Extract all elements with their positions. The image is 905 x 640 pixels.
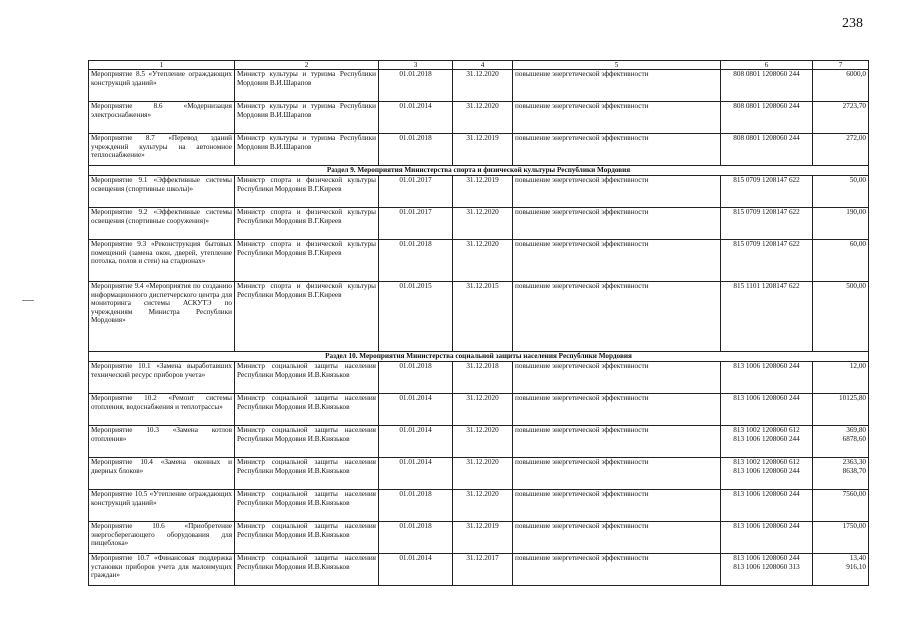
executor-cell: Министр социальной защиты населения Республики Мордовия И.В.Князьков (235, 522, 379, 554)
start-date-cell: 01.01.2014 (379, 394, 453, 426)
budget-code: 813 1006 1208060 244 (733, 554, 800, 563)
amount-value: 50,00 (849, 176, 866, 185)
activity-cell: Мероприятие 10.1 «Замена выработавших технический ресурс приборов учета» (89, 362, 235, 394)
amount-value: 7560,00 (842, 490, 866, 499)
executor-cell: Министр социальной защиты населения Республики Мордовия И.В.Князьков (235, 490, 379, 522)
amount-cell (813, 240, 869, 282)
result-cell: повышение энергетической эффективности (513, 522, 721, 554)
budget-code-cell (721, 490, 813, 522)
executor-cell: Министр культуры и туризма Республики Мордовия В.И.Шарапов (235, 70, 379, 102)
start-date-cell: 01.01.2018 (379, 490, 453, 522)
activity-cell: Мероприятие 10.6 «Приобретение энергосберегающего оборудования для пищеблока» (89, 522, 235, 554)
amount-value: 272,00 (846, 134, 866, 143)
budget-code: 815 0709 1208147 622 (733, 240, 800, 249)
table-row (89, 362, 869, 394)
budget-code-cell (721, 362, 813, 394)
amount-value: 500,00 (846, 282, 866, 291)
budget-code-cell (721, 176, 813, 208)
amount-cell (813, 102, 869, 134)
section-title: Раздел 10. Мероприятия Министерства социальной защиты населения Республики Мордовия (89, 352, 869, 362)
end-date-cell: 31.12.2015 (453, 282, 513, 352)
budget-code-cell (721, 394, 813, 426)
table-row (89, 70, 869, 102)
amount-value: 6000,0 (846, 70, 866, 79)
activity-cell: Мероприятие 9.2 «Эффективные системы освещения (спортивные сооружения)» (89, 208, 235, 240)
activity-cell: Мероприятие 9.1 «Эффективные системы освещения (спортивные школы)» (89, 176, 235, 208)
amount-value: 6878,60 (842, 434, 866, 443)
amount-value: 10125,80 (839, 394, 866, 403)
end-date-cell: 31.12.2018 (453, 362, 513, 394)
budget-code-cell (721, 240, 813, 282)
activity-cell: Мероприятие 8.7 «Перевод зданий учреждений культуры на автономное теплоснабжение» (89, 134, 235, 166)
end-date-cell: 31.12.2020 (453, 208, 513, 240)
executor-cell: Министр социальной защиты населения Республики Мордовия И.В.Князьков (235, 362, 379, 394)
budget-code: 813 1006 1208060 313 (733, 562, 800, 571)
amount-cell (813, 522, 869, 554)
amount-value: 60,00 (849, 240, 866, 249)
table-row (89, 554, 869, 586)
column-number: 5 (513, 61, 721, 70)
column-number: 2 (235, 61, 379, 70)
budget-code: 808 0801 1208060 244 (733, 134, 800, 143)
table-row (89, 102, 869, 134)
executor-cell: Министр спорта и физической культуры Республики Мордовия В.Г.Киреев (235, 240, 379, 282)
budget-code: 815 0709 1208147 622 (733, 208, 800, 217)
budget-code: 813 1002 1208060 612 (733, 426, 800, 435)
table-row (89, 490, 869, 522)
end-date-cell: 31.12.2020 (453, 102, 513, 134)
activity-cell: Мероприятие 10.2 «Ремонт системы отопления, водоснабжения и теплотрассы» (89, 394, 235, 426)
executor-cell: Министр культуры и туризма Республики Мордовия В.И.Шарапов (235, 102, 379, 134)
end-date-cell: 31.12.2020 (453, 240, 513, 282)
budget-code: 813 1002 1208060 612 (733, 458, 800, 467)
budget-code: 813 1006 1208060 244 (733, 522, 800, 531)
amount-cell (813, 458, 869, 490)
end-date-cell: 31.12.2020 (453, 458, 513, 490)
start-date-cell: 01.01.2018 (379, 240, 453, 282)
budget-code: 815 0709 1208147 622 (733, 176, 800, 185)
end-date-cell: 31.12.2020 (453, 394, 513, 426)
amount-cell (813, 554, 869, 586)
budget-code-cell (721, 70, 813, 102)
start-date-cell: 01.01.2018 (379, 70, 453, 102)
amount-value: 369,80 (846, 426, 866, 435)
start-date-cell: 01.01.2018 (379, 362, 453, 394)
table-row (89, 522, 869, 554)
column-number-row (89, 61, 869, 70)
amount-cell (813, 282, 869, 352)
table-row (89, 134, 869, 166)
budget-code: 813 1006 1208060 244 (733, 466, 800, 475)
result-cell: повышение энергетической эффективности (513, 490, 721, 522)
amount-value: 2363,30 (842, 458, 866, 467)
end-date-cell: 31.12.2019 (453, 134, 513, 166)
end-date-cell: 31.12.2020 (453, 426, 513, 458)
budget-code-cell (721, 134, 813, 166)
result-cell: повышение энергетической эффективности (513, 458, 721, 490)
start-date-cell: 01.01.2014 (379, 554, 453, 586)
executor-cell: Министр социальной защиты населения Республики Мордовия И.В.Князьков (235, 394, 379, 426)
result-cell: повышение энергетической эффективности (513, 134, 721, 166)
budget-code: 815 1101 1208147 622 (733, 282, 800, 291)
end-date-cell: 31.12.2020 (453, 70, 513, 102)
amount-cell (813, 490, 869, 522)
executor-cell: Министр социальной защиты населения Республики Мордовия И.В.Князьков (235, 426, 379, 458)
result-cell: повышение энергетической эффективности (513, 176, 721, 208)
table-row (89, 282, 869, 352)
executor-cell: Министр социальной защиты населения Республики Мордовия И.В.Князьков (235, 554, 379, 586)
budget-code: 813 1006 1208060 244 (733, 434, 800, 443)
activity-cell: Мероприятие 10.4 «Замена оконных и дверных блоков» (89, 458, 235, 490)
result-cell: повышение энергетической эффективности (513, 102, 721, 134)
budget-code-cell (721, 208, 813, 240)
end-date-cell: 31.12.2017 (453, 554, 513, 586)
result-cell: повышение энергетической эффективности (513, 362, 721, 394)
amount-value: 8638,70 (842, 466, 866, 475)
section-header-row (89, 166, 869, 176)
result-cell: повышение энергетической эффективности (513, 554, 721, 586)
table-row (89, 240, 869, 282)
start-date-cell: 01.01.2015 (379, 282, 453, 352)
activity-cell: Мероприятие 9.4 «Мероприятия по созданию информационного диспетчерского центра для мониторинга системы АСКУТЭ по учреждениям Министра Республики Мордовия» (89, 282, 235, 352)
margin-mark (22, 300, 34, 301)
start-date-cell: 01.01.2014 (379, 426, 453, 458)
table-row (89, 426, 869, 458)
end-date-cell: 31.12.2019 (453, 176, 513, 208)
column-number: 3 (379, 61, 453, 70)
budget-code-cell (721, 522, 813, 554)
result-cell: повышение энергетической эффективности (513, 426, 721, 458)
budget-code-cell (721, 458, 813, 490)
budget-code-cell (721, 554, 813, 586)
budget-code-cell (721, 282, 813, 352)
column-number: 1 (89, 61, 235, 70)
table-row (89, 458, 869, 490)
budget-code: 813 1006 1208060 244 (733, 362, 800, 371)
executor-cell: Министр культуры и туризма Республики Мордовия В.И.Шарапов (235, 134, 379, 166)
section-header-row (89, 352, 869, 362)
amount-cell (813, 426, 869, 458)
start-date-cell: 01.01.2017 (379, 208, 453, 240)
activity-cell: Мероприятие 10.5 «Утепление ограждающих конструкций зданий» (89, 490, 235, 522)
start-date-cell: 01.01.2014 (379, 102, 453, 134)
budget-code: 808 0801 1208060 244 (733, 70, 800, 79)
measures-table (88, 60, 869, 586)
budget-code-cell (721, 102, 813, 134)
column-number: 4 (453, 61, 513, 70)
executor-cell: Министр спорта и физической культуры Республики Мордовия В.Г.Киреев (235, 208, 379, 240)
budget-code: 808 0801 1208060 244 (733, 102, 800, 111)
start-date-cell: 01.01.2018 (379, 134, 453, 166)
amount-value: 1750,00 (842, 522, 866, 531)
amount-cell (813, 134, 869, 166)
start-date-cell: 01.01.2017 (379, 176, 453, 208)
amount-cell (813, 394, 869, 426)
result-cell: повышение энергетической эффективности (513, 394, 721, 426)
page-number: 238 (842, 16, 863, 31)
activity-cell: Мероприятие 8.5 «Утепление ограждающих конструкций зданий» (89, 70, 235, 102)
column-number: 6 (721, 61, 813, 70)
activity-cell: Мероприятие 10.7 «Финансовая поддержка установки приборов учета для малоимущих граждан» (89, 554, 235, 586)
amount-value: 12,00 (849, 362, 866, 371)
budget-code-cell (721, 426, 813, 458)
table-row (89, 394, 869, 426)
column-number: 7 (813, 61, 869, 70)
section-title: Раздел 9. Мероприятия Министерства спорта и физической культуры Республики Мордовия (89, 166, 869, 176)
amount-value: 916,10 (846, 562, 866, 571)
budget-code: 813 1006 1208060 244 (733, 394, 800, 403)
start-date-cell: 01.01.2014 (379, 458, 453, 490)
amount-cell (813, 70, 869, 102)
result-cell: повышение энергетической эффективности (513, 70, 721, 102)
activity-cell: Мероприятие 10.3 «Замена котлов отопления» (89, 426, 235, 458)
table-row (89, 176, 869, 208)
table-row (89, 208, 869, 240)
start-date-cell: 01.01.2018 (379, 522, 453, 554)
result-cell: повышение энергетической эффективности (513, 282, 721, 352)
executor-cell: Министр социальной защиты населения Республики Мордовия И.В.Князьков (235, 458, 379, 490)
result-cell: повышение энергетической эффективности (513, 240, 721, 282)
amount-value: 2723,70 (842, 102, 866, 111)
activity-cell: Мероприятие 8.6 «Модернизация электроснабжения» (89, 102, 235, 134)
amount-cell (813, 362, 869, 394)
amount-cell (813, 208, 869, 240)
budget-code: 813 1006 1208060 244 (733, 490, 800, 499)
amount-value: 190,00 (846, 208, 866, 217)
result-cell: повышение энергетической эффективности (513, 208, 721, 240)
end-date-cell: 31.12.2019 (453, 522, 513, 554)
executor-cell: Министр спорта и физической культуры Республики Мордовия В.Г.Киреев (235, 176, 379, 208)
amount-cell (813, 176, 869, 208)
amount-value: 13,40 (849, 554, 866, 563)
end-date-cell: 31.12.2020 (453, 490, 513, 522)
executor-cell: Министр спорта и физической культуры Республики Мордовия В.Г.Киреев (235, 282, 379, 352)
activity-cell: Мероприятие 9.3 «Реконструкция бытовых помещений (замена окон, дверей, утепление потолка, полов и стен) на стадионах» (89, 240, 235, 282)
